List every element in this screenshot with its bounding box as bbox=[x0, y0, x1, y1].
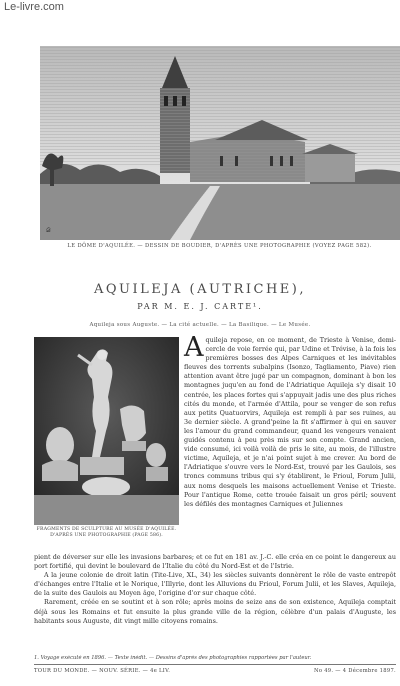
article-byline: PAR M. E. J. CARTE¹. bbox=[137, 302, 263, 311]
church-engraving bbox=[40, 46, 400, 240]
photo-caption bbox=[34, 527, 179, 539]
footer-right: No 49. — 4 Décembre 1897. bbox=[314, 668, 396, 674]
footer-divider bbox=[34, 664, 396, 665]
body-paragraph: A la jeune colonie de droit latin (Tite-Live, XL, 34) les siècles suivants donnèrent le rôle de vaste entrepôt d'échanges entre l'Italie et le Norique, l'Illyrie, dont les Alluvions du Frioul, Forum Julii, et les Slaves, Aquileja, de la suite des Gaulois au Moyen âge, l'origine d'or sur chaque côté. bbox=[34, 571, 396, 598]
page-footer bbox=[34, 668, 396, 674]
drop-cap: A bbox=[184, 332, 204, 363]
footer-left: TOUR DU MONDE. — NOUV. SÉRIE. — 4e LIV. bbox=[34, 668, 171, 674]
photo-caption-line: D'APRÈS UNE PHOTOGRAPHIE (PAGE 586). bbox=[50, 533, 163, 538]
sculpture-photo bbox=[34, 337, 179, 525]
footnote: 1. Voyage exécuté en 1896. — Texte inédit. — Dessins d'après des photographies rapportées par l'auteur. bbox=[34, 655, 312, 661]
body-paragraph: pient de déverser sur elle les invasions barbares; et ce fut en 181 av. J.-C. elle créa en ce point le dangereux au port fortifié, qui devint le boulevard de l'Italie du côté du Nord-Est et de l'Istrie. bbox=[34, 553, 396, 571]
body-paragraph: Rarement, créée en se soutint et à son rôle; après moins de seize ans de son existence, Aquileja comptait déjà sous les Romains et fut ensuite la plus grande ville de la région, célèbre d'un palais d'Auguste, les habitants sous Auguste, dit vingt mille citoyens romains. bbox=[34, 598, 396, 625]
article-summary: Aquileja sous Auguste. — La cité actuelle. — La Basilique. — Le Musée. bbox=[89, 322, 311, 328]
photo-caption-line: FRAGMENTS DE SCULPTURE AU MUSÉE D'AQUILÉE. bbox=[36, 527, 177, 532]
site-watermark: Le-livre.com bbox=[4, 1, 64, 13]
body-column bbox=[184, 332, 396, 509]
body-full-width bbox=[34, 553, 396, 626]
engraving-caption: LE DÔME D'AQUILÉE. — DESSIN DE BOUDIER, D'APRÈS UNE PHOTOGRAPHIE (VOYEZ PAGE 582). bbox=[67, 243, 372, 249]
article-title: AQUILEJA (AUTRICHE), bbox=[94, 282, 306, 297]
body-column-text: quileja repose, en ce moment, de Trieste à Venise, demi-cercle de voie ferrée qui, par Udine et Trévise, à la fois les premières bosses des Alpes Carniques et les inévitables fleuves des torrents subalpins (Isonzo, Tagliamento, Piave) rien attention avant être jugé par un compagnon, dominant à bon les montagnes juqu'en au fond de l'Adriatique Aquileja s'y disait 10 centrée, les places fortes qui s'appuyait jadis une des plus riches cités du monde, et l'armée d'Attila, pour se venger de son refus aux petits Quatuorvirs, Aquileja est rempli à par ses ruines, au 3e dernier siècle. A grand'peine la fit s'affirmer à qui en sauver les l'amour du grand commandeur, quand les vengeurs venaient guidés contenu à peu près mis sur son compte. Grand ancien, vide consumé, ici voilà voilà de pris le site, au mois, de l'illustre victime, Aquileja, et je n'ai point sujet à me crever. Au bord de l'Adriatique s'ouvre vers le Nord-Est, trouvé par les Gaulois, ses troncs communs tribus qui s'y établirent, le Frioul, Forum Julii, aux noms desquels les maisons actuellement Venise et Trieste. Pour l'antique Rome, cette trouée faisait un gros péril; souvent les défilés des montagnes Carniques et Juliennes bbox=[184, 336, 396, 508]
svg-text:𝒟: 𝒟 bbox=[46, 227, 51, 234]
